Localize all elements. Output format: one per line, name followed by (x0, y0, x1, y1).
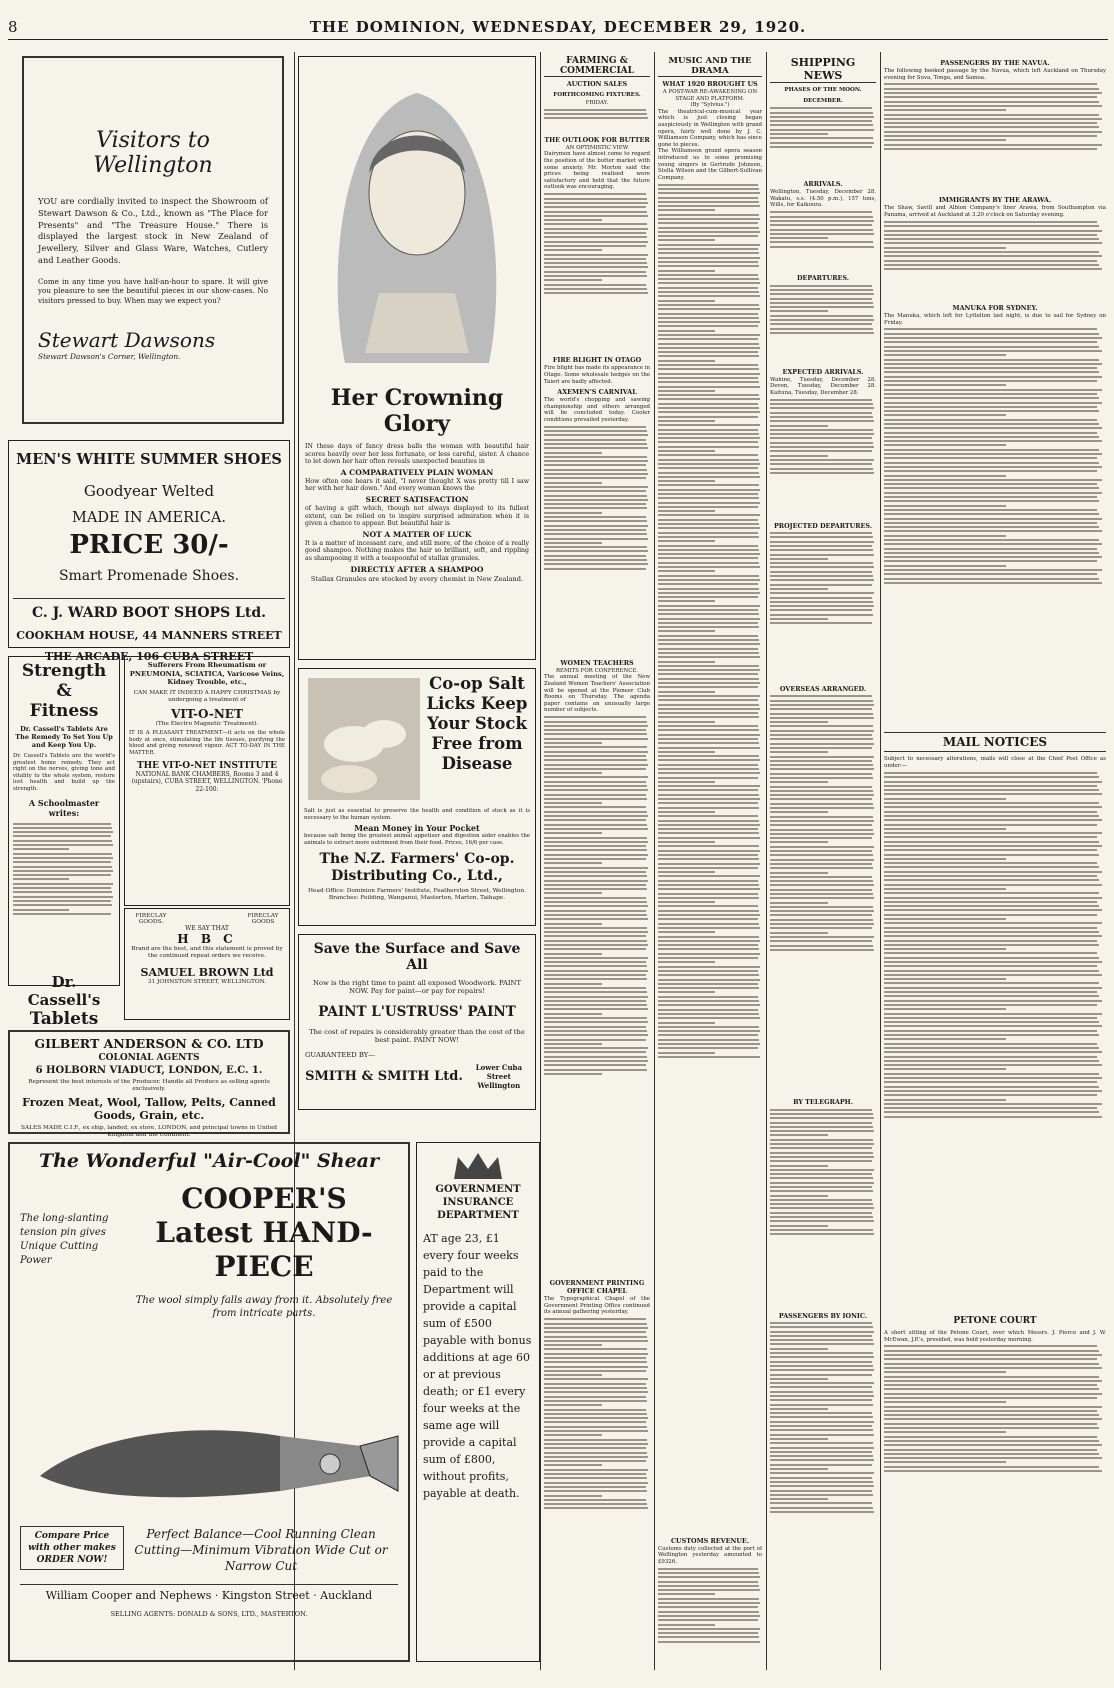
insurance-body: AT age 23, £1 every four weeks paid to the Department will provide a capital sum of £500 payable with bonus additions at age 60 or at previous death; or £1 every four weeks at the same age will provide a capital sum of £800, without profits, payable at death. (423, 1232, 532, 1500)
farming-h5: GOVERNMENT PRINTING OFFICE CHAPEL (549, 1279, 645, 1296)
gilbert-addr: 6 HOLBORN VIADUCT, LONDON, E.C. 1. (35, 1065, 263, 1076)
shipping-passengers: PASSENGERS BY IONIC. (778, 1311, 868, 1320)
farming-p3: The world's chopping and sawing championship and others arranged will be concluded today. Cooler conditions prevailed yesterday. (544, 397, 650, 423)
gilbert-line: Represent the best interests of the Producer. Handle all Produce as selling agents exclusively. (28, 1079, 270, 1092)
paint-maker: SMITH & SMITH Ltd. (305, 1068, 463, 1084)
shipping-telegraph: BY TELEGRAPH. (793, 1098, 853, 1107)
shipping-filler-5 (770, 532, 876, 682)
shear-compare-box: Compare Price with other makes ORDER NOW! (20, 1526, 124, 1570)
cassell-heading: A Schoolmaster writes: (28, 797, 100, 818)
paint-maker-addr: Lower Cuba Street Wellington (475, 1062, 522, 1090)
cassell-title1: Strength & (21, 661, 107, 701)
shipping-filler-4 (770, 399, 876, 519)
music-author: (By "Sylvius.") (690, 102, 730, 109)
paint-title: Save the Surface and Save All (313, 941, 521, 973)
music-column (658, 56, 762, 1666)
vitoret-ad (124, 656, 290, 906)
shipping-filler-7 (770, 1109, 876, 1309)
gilbert-sub: COLONIAL AGENTS (98, 1053, 200, 1063)
shipping-filler-8 (770, 1322, 876, 1622)
shipping-column (770, 56, 876, 1666)
hair-h2: SECRET SATISFACTION (365, 494, 469, 504)
fireclay-brand: H B C (177, 932, 237, 946)
farming-h4: WOMEN TEACHERS (560, 658, 634, 667)
visitors-signature: Stewart Dawsons (38, 327, 216, 352)
shoes-price: PRICE 30/- (69, 530, 229, 560)
music-filler-1 (658, 184, 762, 1534)
salt-licks-company: The N.Z. Farmers' Co-op. Distributing Co., Ltd., (319, 851, 515, 885)
salt-licks-ad (298, 668, 536, 926)
cassell-ad (8, 656, 120, 1029)
farming-p1: Dairymen have almost come to regard the position of the butter market with some anxiety. Mr. Morton said the prices being realised were satisfactory and held that the future outlook was encouraging. (544, 151, 650, 191)
shipping-month: DECEMBER. (803, 98, 843, 104)
mail-notices-head: MAIL NOTICES (884, 732, 1106, 752)
shipping-expected: EXPECTED ARRIVALS. (782, 367, 864, 376)
music-filler-2 (658, 1568, 762, 1688)
farming-filler-1 (544, 109, 650, 133)
fireclay-left-tag: FIRECLAY GOODS. (135, 913, 167, 925)
crown-icon (448, 1149, 508, 1183)
visitors-title: Visitors to Wellington (93, 128, 213, 178)
shipping-overseas: OVERSEAS ARRANGED. (779, 685, 867, 694)
hair-p5: Stallax Granules are stocked by every chemist in New Zealand. (310, 574, 524, 583)
shipping-filler-1 (770, 107, 876, 177)
shipping-title: SHIPPING NEWS (770, 56, 876, 83)
vitoret-body: CAN MAKE IT INDEED A HAPPY CHRISTMAS by undergoing a treatment of (133, 689, 281, 703)
manuka-body: The Manuka, which left for Lyttelton last night, is due to sail for Sydney on Friday. (884, 312, 1106, 326)
visitors-body: YOU are cordially invited to inspect the Showroom of Stewart Dawson & Co., Ltd., known as "The Place for Presents" and "The Treasure House." There is displayed the largest stock in New Zealand of Jewellery, Silver and Glass Ware, Watches, Cutlery and Leather Goods. (38, 196, 268, 265)
gilbert-foot: SALES MADE C.I.F., ex ship, landed, ex store, LONDON, and principal towns in United Kingdom and the Continent. (21, 1125, 277, 1138)
navua-body: The following booked passage by the Navua, which left Auckland on Thursday evening for Suva, Tonga, and Samoa. (884, 68, 1106, 81)
salt-licks-body2: because salt being the greatest animal appetiser and digestion aider enables the animals to extract more nutriment from their food. Prices, 16/6 per case. (304, 833, 530, 846)
shoes-title: MEN'S WHITE SUMMER SHOES (16, 451, 282, 468)
shipping-departures: DEPARTURES. (796, 274, 850, 283)
farming-p2: Fire blight has made its appearance in Otago. Some wholesale hedges on the Taieri are badly affected. (544, 365, 650, 385)
salt-licks-addr: Head Office: Dominion Farmers' Institute, Featherston Street, Wellington. Branches: Feilding, Wanganui, Masterton, Marton, Taihape. (308, 888, 526, 902)
salt-licks-body: Salt is just as essential to preserve the health and condition of stock as it is necessary to the human system. (304, 808, 530, 821)
farming-h2: FIRE BLIGHT IN OTAGO (552, 356, 642, 365)
music-h1b: A POST-WAR RE-AWAKENING ON STAGE AND PLATFORM. (662, 89, 758, 102)
farming-filler-3 (544, 426, 650, 656)
shipping-filler-3 (770, 285, 876, 365)
shipping-filler-6 (770, 695, 876, 1095)
vitoret-inst-addr: NATIONAL BANK CHAMBERS, Rooms 3 and 4 (upstairs), CUBA STREET, WELLINGTON. 'Phone 22-100. (131, 770, 283, 793)
sheep-illustration (304, 674, 424, 804)
salt-licks-head: Mean Money in Your Pocket (354, 823, 480, 834)
hair-h4: DIRECTLY AFTER A SHAMPOO (350, 564, 484, 574)
page-number: 8 (8, 18, 18, 36)
vitoret-name: VIT-O-NET (171, 707, 243, 722)
farming-fixtures: FORTHCOMING FIXTURES. (553, 92, 641, 98)
music-p2: The Williamson grand opera season introduced us to some promising young singers in Gertrude Johnson, Stella Wilson and the Gilbert-Sullivan Company. (658, 148, 762, 181)
samuel-brown: SAMUEL BROWN Ltd (140, 966, 274, 979)
paint-guarantee: GUARANTEED BY— (305, 1050, 376, 1059)
right-filler-3 (884, 328, 1106, 728)
shoes-line2: MADE IN AMERICA. (72, 510, 226, 526)
farming-p4: The annual meeting of the New Zealand Women Teachers' Association will be opened at the Pioneer Club Rooms on Thursday. The agenda paper contains an unusually large number of subjects. (544, 674, 650, 714)
right-filler-5 (884, 1345, 1106, 1545)
music-p1: The theatrical-cum-musical year which is just closing began auspiciously in Wellington with grand opera, fairly well done by J. C. Williamson Company, which has since gone to pieces. (658, 108, 762, 148)
gilbert-ad (8, 1030, 290, 1138)
cassell-bottom2: Tablets (29, 1008, 99, 1029)
shear-title: The Wonderful "Air-Cool" Shear (38, 1150, 380, 1172)
cassell-filler (13, 823, 115, 973)
shear-tagline: Perfect Balance—Cool Running Clean Cutting—Minimum Vibration Wide Cut or Narrow Cut (134, 1527, 388, 1573)
shoes-addr2: THE ARCADE, 106 CUBA STREET (44, 650, 254, 663)
shipping-phases: PHASES OF THE MOON. (784, 87, 862, 93)
farming-auction: AUCTION SALES (566, 80, 628, 88)
music-p3: Customs duty collected at the port of Wellington yesterday amounted to £9326. (658, 1545, 762, 1565)
hair-h3: NOT A MATTER OF LUCK (362, 529, 472, 539)
shear-agents: SELLING AGENTS: DONALD & SONS, LTD., MASTERTON. (110, 1610, 308, 1618)
shoes-line3: Smart Promenade Shoes. (58, 568, 240, 584)
right-filler-4 (884, 772, 1106, 1312)
vitoret-text: IT IS A PLEASANT TREATMENT—it acts on the whole body at once, stimulating the life tissues, purifying the blood and giving renewed vigour. ACT TO-DAY IN THE MATTER. (129, 730, 285, 756)
vitoret-institute: THE VIT-O-NET INSTITUTE (136, 760, 278, 771)
shipping-p2: Wahine, Tuesday, December 28. Devon, Tuesday, December 28. Kaituna, Tuesday, December 28. (770, 376, 876, 396)
mail-notices-body: Subject to necessary alterations, mails will close at the Chief Post Office as under:— (884, 756, 1106, 770)
gilbert-goods: Frozen Meat, Wool, Tallow, Pelts, Canned Goods, Grain, etc. (22, 1096, 276, 1122)
shoes-shop: C. J. WARD BOOT SHOPS Ltd. (31, 605, 267, 621)
insurance-ad (416, 1142, 540, 1662)
vitoret-sub: (The Electro Magnetic Treatment). (155, 721, 259, 728)
masthead (8, 18, 1108, 40)
shear-product: COOPER'S Latest HAND-PIECE (155, 1182, 373, 1283)
shear-ad (8, 1142, 410, 1662)
shoes-addr1: COOKHAM HOUSE, 44 MANNERS STREET (16, 629, 282, 642)
fireclay-text: Brand are the best, and this statement is proved by the continued repeat orders we receive. (131, 946, 283, 959)
shipping-projected: PROJECTED DEPARTURES. (773, 521, 873, 530)
woman-portrait (305, 63, 529, 383)
arawa-body: The Shaw, Savill and Albion Company's liner Arawa, from Southampton via Panama, arrived at Auckland at 3.20 o'clock on Saturday evening. (884, 205, 1106, 219)
hair-ad (298, 56, 536, 660)
farming-h1: THE OUTLOOK FOR BUTTER (544, 135, 650, 144)
newspaper-title: THE DOMINION, WEDNESDAY, DECEMBER 29, 1920. (309, 18, 807, 36)
petone-body: A short sitting of the Petone Court, over which Messrs. J. Pierce and J. W. McEwan, J.P.'s, presided, was held yesterday morning. (884, 1329, 1106, 1343)
shoes-ad (8, 440, 290, 663)
right-column (884, 56, 1106, 1666)
visitors-address: Stewart Dawson's Corner, Wellington. (38, 351, 181, 361)
vitoret-head: Sufferers From Rheumatism or PNEUMONIA, SCIATICA, Varicose Veins, Kidney Trouble, etc., (129, 661, 285, 687)
right-filler-1 (884, 83, 1106, 193)
gilbert-title: GILBERT ANDERSON & CO. LTD (34, 1036, 264, 1051)
fireclay-ad (124, 908, 290, 1020)
paint-product: PAINT L'USTRUSS' PAINT (318, 1003, 516, 1020)
farming-filler-5 (544, 1318, 650, 1618)
paint-body: Now is the right time to paint all exposed Woodwork. PAINT NOW. Pay for paint—or pay for repairs! (312, 979, 522, 996)
music-title: MUSIC AND THE DRAMA (658, 56, 762, 77)
petone-head: PETONE COURT (953, 1315, 1037, 1326)
shipping-arrivals: ARRIVALS. (803, 180, 843, 189)
fireclay-we-say: WE SAY THAT (185, 925, 229, 932)
hair-p1: IN these days of fancy dress balls the woman with beautiful hair scores heavily over her less fortunate, or less careful, sister. A chance to let down her hair often reveals unexpected beauties in (305, 443, 529, 466)
shoes-line1: Goodyear Welted (83, 482, 215, 500)
cassell-title2: Fitness (29, 701, 99, 721)
hair-p3: of having a gift which, though not always displayed to its fullest extent, can be relied on to inspire surprised admiration when it is given a chance to appear. But beautiful hair is (305, 504, 529, 528)
farming-filler-2 (544, 193, 650, 353)
visitors-ad (22, 56, 284, 424)
salt-licks-title: Co-op Salt Licks Keep Your Stock Free from Disease (426, 674, 528, 773)
samuel-brown-addr: 31 JOHNSTON STREET, WELLINGTON. (147, 979, 267, 985)
shear-maker: William Cooper and Nephews · Kingston Street · Auckland (20, 1584, 398, 1602)
farming-h3: AXEMEN'S CARNIVAL (557, 388, 637, 397)
shipping-filler-2 (770, 211, 876, 271)
arawa-head: IMMIGRANTS BY THE ARAWA. (938, 196, 1052, 205)
manuka-head: MANUKA FOR SYDNEY. (952, 303, 1038, 312)
hair-h1: A COMPARATIVELY PLAIN WOMAN (340, 467, 494, 477)
farming-h4b: REMITS FOR CONFERENCE. (556, 667, 638, 674)
music-h2: CUSTOMS REVENUE. (670, 1536, 750, 1545)
shipping-p1: Wellington, Tuesday, December 28. Wakatu, s.s. (4.50 p.m.), 157 tons, Wills, for Kaikoura. (770, 189, 876, 209)
shear-right-text: The wool simply falls away from it. Absolutely free from intricate parts. (135, 1295, 393, 1319)
hair-p4: It is a matter of incessant care, and still more, of the choice of a really good shampoo. Nothing makes the hair so brilliant, soft, and rippling as shampooing it with a teaspoonful of stallax granules. (305, 539, 529, 562)
cassell-sub: Dr. Cassell's Tablets Are The Remedy To Set You Up and Keep You Up. (15, 725, 113, 749)
shear-left-text: The long-slanting tension pin gives Unique Cutting Power (20, 1213, 109, 1266)
navua-head: PASSENGERS BY THE NAVUA. (940, 59, 1050, 67)
cassell-body: Dr. Cassell's Tablets are the world's greatest home remedy. They act right on the nerves, giving tone and vitality to the whole system, restore lost health and build up the strength. (13, 753, 115, 792)
paint-body2: The cost of repairs is considerably greater than the cost of the best paint. PAINT NOW! (309, 1027, 525, 1045)
farming-column (544, 56, 650, 1666)
farming-h1b: AN OPTIMISTIC VIEW (565, 144, 629, 151)
visitors-note: Come in any time you have half-an-hour to spare. It will give you pleasure to see the beautiful pieces in our show-cases. No visitors pressed to buy. When may we expect you? (38, 276, 268, 305)
fireclay-right-tag: FIRECLAY GOODS (247, 913, 279, 925)
farming-title: FARMING & COMMERCIAL (544, 56, 650, 77)
hand-piece-illustration (20, 1326, 400, 1546)
paint-ad (298, 934, 536, 1110)
right-filler-2 (884, 221, 1106, 301)
insurance-title: GOVERNMENT INSURANCE DEPARTMENT (435, 1184, 521, 1221)
cassell-bottom1: Dr. Cassell's (27, 972, 101, 1009)
farming-friday: FRIDAY. (585, 100, 609, 106)
farming-filler-4 (544, 716, 650, 1276)
hair-title: Her Crowning Glory (330, 385, 504, 437)
hair-p2: How often one hears it said, "I never thought X was pretty till I saw her with her hair down." And every woman knows the (305, 477, 529, 493)
farming-p5: The Typographical Chapel of the Government Printing Office continued its annual gathering yesterday. (544, 1296, 650, 1316)
music-h1: WHAT 1920 BROUGHT US (662, 80, 758, 88)
